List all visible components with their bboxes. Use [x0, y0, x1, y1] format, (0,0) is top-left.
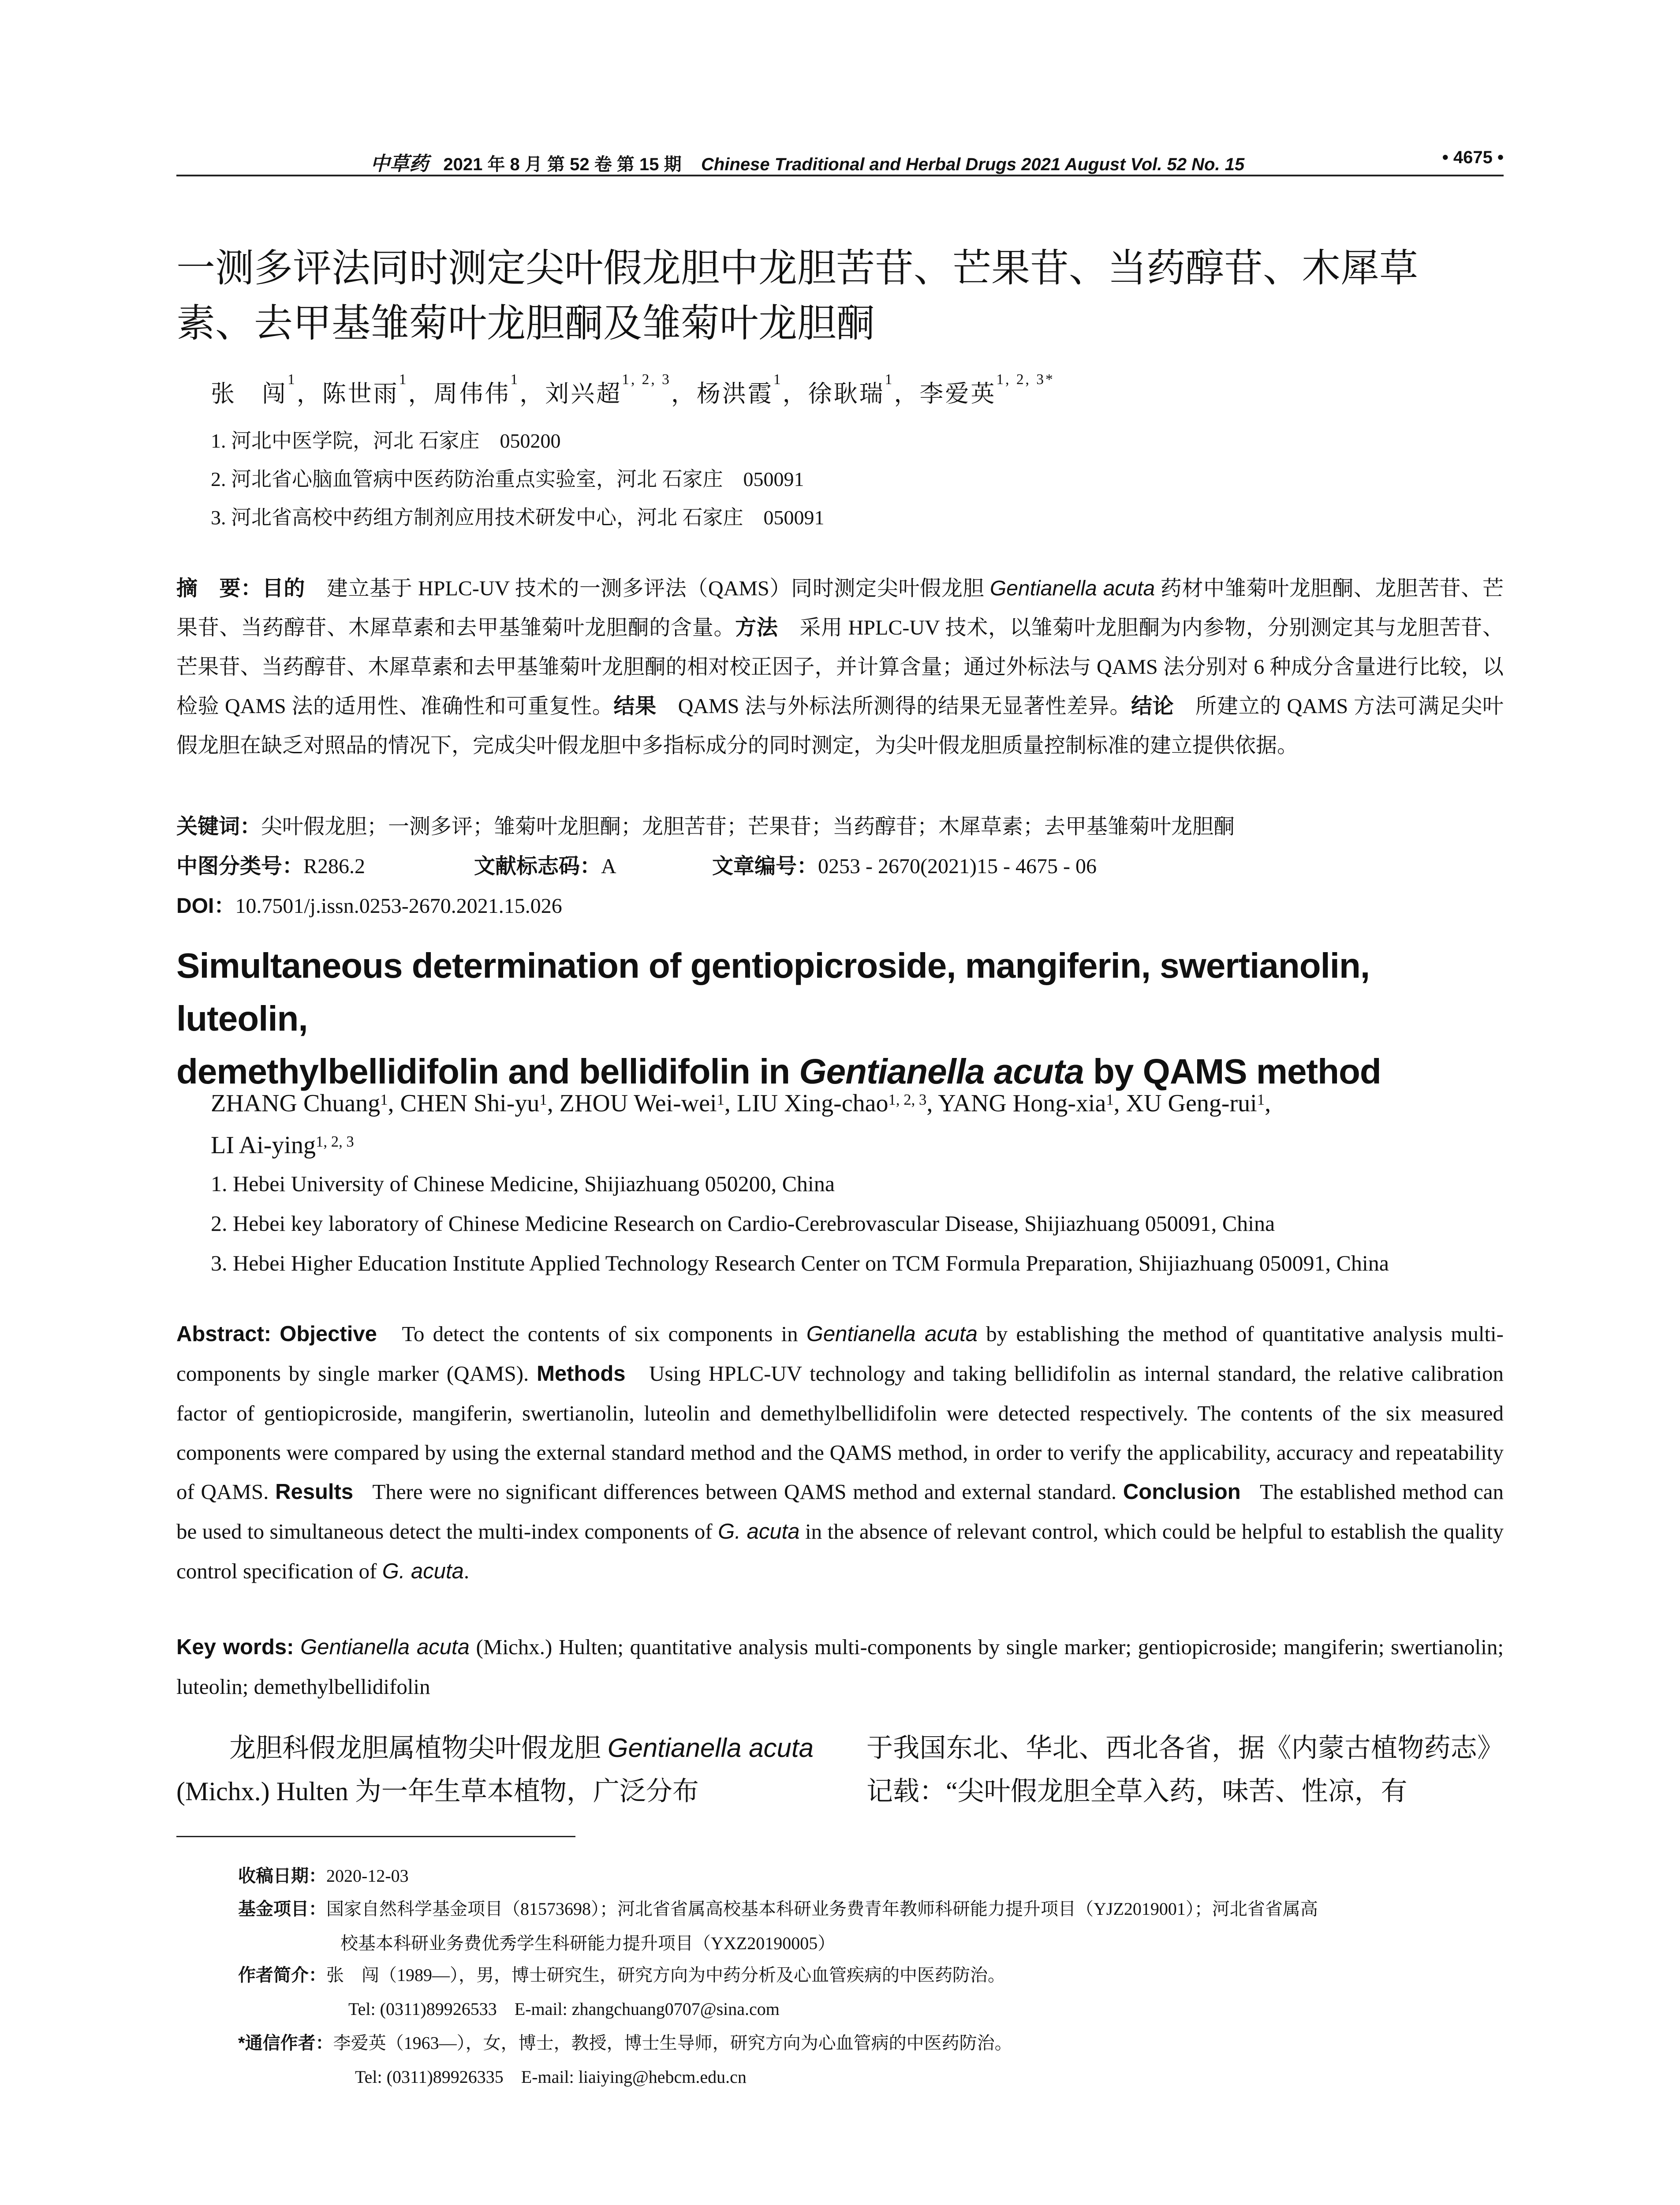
article-number-value: 0253 - 2670(2021)15 - 4675 - 06 — [818, 855, 1097, 878]
cn-author-affiliation-mark: 1, 2, 3 — [622, 371, 671, 388]
body-left-text-a: 龙胆科假龙胆属植物尖叶假龙胆 — [229, 1734, 608, 1763]
en-author-affiliation-mark: 1 — [717, 1091, 724, 1109]
cn-author-name: 徐耿瑞 — [808, 381, 885, 407]
cn-author-affiliation-mark: 1 — [773, 371, 783, 388]
body-column-right: 于我国东北、华北、西北各省，据《内蒙古植物药志》记载：“尖叶假龙胆全草入药，味苦、性凉，有 — [866, 1734, 1504, 1806]
cn-author-affiliation-mark: 1 — [510, 371, 520, 388]
cn-objective-text-b: 药材中雏菊叶龙胆酮、龙胆苦苷、芒果苷、当药醇苷、木犀草素和去甲基雏菊叶龙胆酮的含量。 — [176, 577, 1504, 639]
fund-label: 基金项目： — [238, 1899, 326, 1919]
en-author-affiliation-mark: 1 — [1106, 1091, 1114, 1109]
doi-value: 10.7501/j.issn.0253-2670.2021.15.026 — [235, 894, 562, 918]
en-conclusion-text-b: in the absence of relevant control, which could be helpful to establish the quality control specification of — [176, 1519, 1504, 1583]
cn-results-label: 结果 — [613, 695, 657, 718]
en-author-name: LIU Xing-chao — [736, 1090, 889, 1117]
cn-authors: 张 闯$^1$，陈世雨$^1$，周伟伟$^1$，刘兴超$^{1, 2, 3}$，杨洪霞$^1$，徐耿瑞$^1$，李爱英$^{1, 2, 3*}$ — [211, 371, 1055, 407]
footnote-corresponding — [238, 2026, 1012, 2060]
body-column-left — [176, 1727, 814, 1813]
en-author-affiliation-mark: 1 — [539, 1091, 547, 1109]
header-left — [370, 148, 1244, 176]
en-title-latin: Gentianella acuta — [799, 1052, 1084, 1091]
en-keywords-latin: Gentianella acuta — [300, 1635, 470, 1659]
en-author-name: ZHANG Chuang — [211, 1090, 381, 1117]
footnote-author — [238, 1958, 1005, 1992]
en-author-name: LI Ai-ying — [211, 1132, 316, 1159]
footnote-corresponding-contact: Tel: (0311)89926335 E-mail: liaiying@hebcm.edu.cn — [355, 2067, 747, 2087]
cn-title-line2: 素、去甲基雏菊叶龙胆酮及雏菊叶龙胆酮 — [176, 301, 875, 345]
cn-keywords-text: 尖叶假龙胆；一测多评；雏菊叶龙胆酮；龙胆苦苷；芒果苷；当药醇苷；木犀草素；去甲基雏菊叶龙胆酮 — [261, 815, 1235, 838]
en-affiliation-2: 2. Hebei key laboratory of Chinese Medicine Research on Cardio-Cerebrovascular Disease, Shijiazhuang 050091, China — [211, 1211, 1275, 1236]
received-date: 2020-12-03 — [326, 1866, 409, 1886]
en-results-text: There were no significant differences between QAMS method and external standard. — [372, 1480, 1117, 1504]
fund-line-2: 校基本科研业务费优秀学生科研能力提升项目（YXZ20190005） — [340, 1933, 836, 1953]
en-methods-label: Methods — [537, 1362, 626, 1386]
cn-affiliation-2: 2. 河北省心脑血管病中医药防治重点实验室，河北 石家庄 050091 — [211, 468, 804, 490]
en-conclusion-label: Conclusion — [1123, 1480, 1241, 1504]
cn-author-name: 李爱英 — [919, 381, 997, 407]
cn-doc-code — [474, 849, 616, 879]
cn-author-name: 周伟伟 — [433, 381, 511, 407]
corresponding-text: 李爱英（1963—），女，博士，教授，博士生导师，研究方向为心血管病的中医药防治。 — [333, 2033, 1012, 2053]
en-conclusion-text-c: . — [463, 1559, 470, 1583]
cn-author-name: 张 闯 — [211, 381, 287, 407]
en-conclusion-text: The established method can be used to simultaneous detect the multi-index components of — [176, 1480, 1504, 1544]
cn-affiliation-3: 3. 河北省高校中药组方制剂应用技术研发中心，河北 石家庄 050091 — [211, 506, 825, 529]
en-author-affiliation-mark: 1 — [1257, 1091, 1265, 1109]
en-objective-text-b: by establishing the method of quantitative analysis multi-components by single marker (QAMS). — [176, 1322, 1504, 1386]
en-conclusion-latin-2: G. acuta — [382, 1559, 464, 1583]
footnote-rule — [176, 1836, 575, 1837]
en-affiliation-1: 1. Hebei University of Chinese Medicine, Shijiazhuang 050200, China — [211, 1171, 835, 1196]
en-objective-latin: Gentianella acuta — [806, 1322, 978, 1346]
body-left-latin: Gentianella acuta — [607, 1733, 814, 1763]
en-keywords — [176, 1627, 1504, 1706]
cn-conclusion-label: 结论 — [1131, 695, 1174, 718]
en-title-line2-a: demethylbellidifolin and bellidifolin in — [176, 1052, 799, 1091]
cn-article-number — [712, 849, 1097, 879]
cn-abstract — [176, 569, 1504, 765]
cn-title-line1: 一测多评法同时测定尖叶假龙胆中龙胆苦苷、芒果苷、当药醇苷、木犀草 — [176, 246, 1419, 290]
en-author-affiliation-mark: 1 — [380, 1091, 388, 1109]
cn-author-affiliation-mark: 1 — [399, 371, 408, 388]
cn-doi — [176, 889, 562, 919]
journal-en-name: Chinese Traditional and Herbal Drugs 2021 August Vol. 52 No. 15 — [701, 155, 1245, 174]
en-title-line2-b: by QAMS method — [1083, 1052, 1381, 1091]
en-author-name: CHEN Shi-yu — [400, 1090, 540, 1117]
footnote-received — [238, 1859, 409, 1893]
issue-info: 2021 年 8 月 第 52 卷 第 15 期 — [443, 155, 682, 174]
cn-conclusion-text: 所建立的 QAMS 方法可满足尖叶假龙胆在缺乏对照品的情况下，完成尖叶假龙胆中多指标成分的同时测定，为尖叶假龙胆质量控制标准的建立提供依据。 — [176, 695, 1504, 757]
en-keywords-text: (Michx.) Hulten; quantitative analysis multi-components by single marker; gentiopicroside; mangiferin; swertianolin; luteolin; demethylbellidifolin — [176, 1635, 1504, 1699]
author-note-label: 作者简介： — [238, 1966, 326, 1985]
journal-cn-name: 中草药 — [370, 153, 429, 175]
cn-author-name: 陈世雨 — [322, 381, 399, 407]
clc-label: 中图分类号： — [176, 855, 304, 878]
doc-code-label: 文献标志码： — [474, 855, 601, 878]
cn-classification — [176, 849, 365, 879]
author-note-text: 张 闯（1989—），男，博士研究生，研究方向为中药分析及心血管疾病的中医药防治。 — [326, 1965, 1005, 1985]
header-rule — [176, 175, 1504, 176]
running-header — [176, 143, 1504, 174]
cn-abstract-label: 摘 要： — [176, 577, 262, 600]
cn-keywords-label: 关键词： — [176, 815, 261, 838]
page-number: • 4675 • — [1442, 148, 1504, 167]
en-results-label: Results — [275, 1480, 354, 1504]
en-author-name: ZHOU Wei-wei — [559, 1090, 717, 1117]
body-left-text-b: (Michx.) Hulten 为一年生草本植物，广泛分布 — [176, 1777, 699, 1806]
doi-label: DOI： — [176, 894, 235, 918]
doc-code-value: A — [601, 855, 616, 878]
en-methods-text: Using HPLC-UV technology and taking bellidifolin as internal standard, the relative calibration factor of gentiopicroside, mangiferin, swertianolin, luteolin and demethylbellidifolin were detected respectively. The contents of the six measured components were compared by using the external standard method and the QAMS method, in order to verify the applicability, accuracy and repeatability of QAMS. — [176, 1361, 1504, 1504]
en-objective-label: Objective — [280, 1322, 377, 1346]
cn-keywords — [176, 809, 1235, 840]
received-label: 收稿日期： — [238, 1866, 326, 1886]
en-author-name: XU Geng-rui — [1126, 1090, 1257, 1117]
en-conclusion-latin-1: G. acuta — [718, 1520, 800, 1544]
en-author-name: YANG Hong-xia — [938, 1090, 1106, 1117]
clc-value: R286.2 — [303, 855, 366, 878]
cn-method-label: 方法 — [735, 616, 778, 639]
cn-author-affiliation-mark: 1, 2, 3* — [996, 371, 1055, 388]
en-title-line1: Simultaneous determination of gentiopicroside, mangiferin, swertianolin, luteolin, — [176, 946, 1370, 1038]
article-number-label: 文章编号： — [712, 855, 818, 878]
en-abstract-label: Abstract: — [176, 1322, 272, 1346]
cn-author-name: 刘兴超 — [545, 381, 622, 407]
en-objective-text: To detect the contents of six components in — [402, 1322, 806, 1346]
cn-author-affiliation-mark: 1 — [885, 371, 894, 388]
cn-objective-latin: Gentianella acuta — [989, 577, 1155, 600]
en-title — [176, 939, 1504, 1098]
en-affiliation-3: 3. Hebei Higher Education Institute Applied Technology Research Center on TCM Formula Preparation, Shijiazhuang 050091, China — [211, 1251, 1389, 1275]
en-authors: ZHANG Chuang$^1$, CHEN Shi-$yu^1$, ZHOU Wei-wei$^1$, LIU Xing-chao$^{1, 2, 3}$, YANG Hong-xia$^1$, XU Geng-rui$^1$, LI Ai-ying$^{1, 2, 3}$ — [211, 1090, 1271, 1159]
corresponding-label: *通信作者： — [238, 2033, 333, 2053]
cn-author-affiliation-mark: 1 — [287, 371, 297, 388]
footnote-fund — [238, 1892, 1504, 1961]
cn-title — [176, 240, 1504, 351]
en-keywords-label: Key words: — [176, 1635, 294, 1659]
en-abstract — [176, 1314, 1504, 1591]
cn-objective-label: 目的 — [262, 577, 306, 600]
cn-objective-text: 建立基于 HPLC-UV 技术的一测多评法（QAMS）同时测定尖叶假龙胆 — [326, 577, 990, 600]
footnote-author-contact: Tel: (0311)89926533 E-mail: zhangchuang0707@sina.com — [348, 1999, 780, 2019]
fund-line-1: 国家自然科学基金项目（81573698）；河北省省属高校基本科研业务费青年教师科研能力提升项目（YJZ2019001）；河北省省属高 — [326, 1899, 1318, 1919]
en-author-affiliation-mark: 1, 2, 3 — [888, 1091, 927, 1109]
cn-author-name: 杨洪霞 — [696, 381, 773, 407]
cn-method-text: 采用 HPLC-UV 技术，以雏菊叶龙胆酮为内参物，分别测定其与龙胆苦苷、芒果苷、当药醇苷、木犀草素和去甲基雏菊叶龙胆酮的相对校正因子，并计算含量；通过外标法与 QAMS 法分别对 6 种成分含量进行比较，以检验 QAMS 法的适用性、准确性和可重复性。 — [176, 616, 1504, 718]
cn-results-text: QAMS 法与外标法所测得的结果无显著性差异。 — [678, 695, 1131, 718]
en-author-affiliation-mark: 1, 2, 3 — [315, 1133, 354, 1151]
cn-affiliation-1: 1. 河北中医学院，河北 石家庄 050200 — [211, 430, 561, 452]
